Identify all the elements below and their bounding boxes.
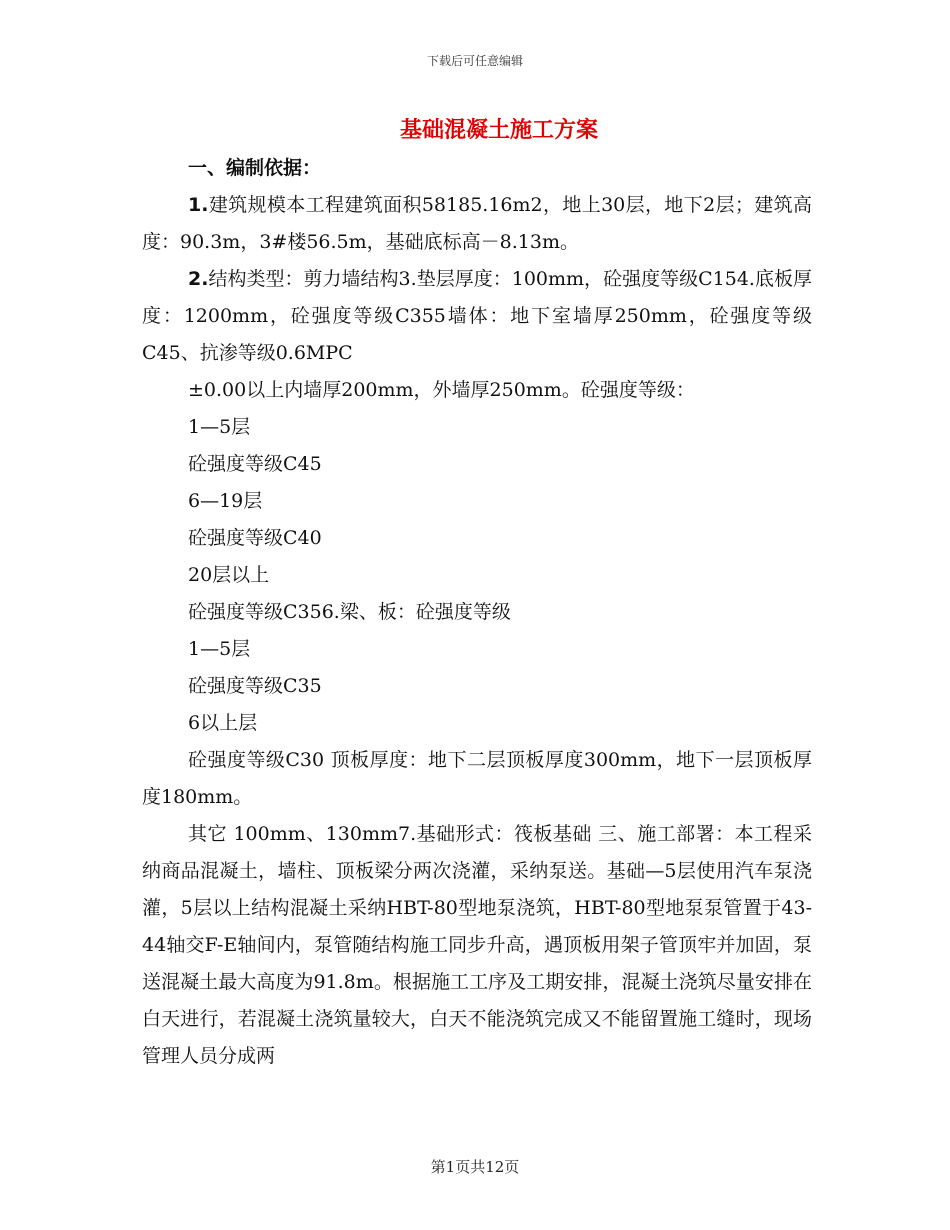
text-line: 6以上层 (188, 712, 258, 734)
paragraph-text: 建筑规模本工程建筑面积58185.16m2，地上30层，地下2层；建筑高度：90.3m，3#楼56.5m，基础底标高－8.13m。 (142, 194, 812, 253)
page-footer: 第1页共12页 (430, 1158, 520, 1176)
paragraph-2 (142, 261, 812, 372)
paragraph-1 (142, 187, 812, 261)
paragraph-3: 砼强度等级C30 顶板厚度：地下二层顶板厚度300mm，地下一层顶板厚度180mm。 (142, 749, 812, 808)
text-line: 砼强度等级C35 (188, 675, 322, 697)
text-line: 砼强度等级C356.梁、板：砼强度等级 (188, 601, 511, 623)
text-line: 砼强度等级C40 (188, 527, 322, 549)
text-line: 20层以上 (188, 564, 270, 586)
text-line: 6—19层 (188, 490, 263, 512)
paragraph-number: 1. (188, 194, 209, 216)
text-line: ±0.00以上内墙厚200mm，外墙厚250mm。砼强度等级： (188, 379, 695, 401)
text-line: 1—5层 (188, 638, 251, 660)
paragraph-text: 结构类型：剪力墙结构3.垫层厚度：100mm，砼强度等级C154.底板厚度：1200mm，砼强度等级C355墙体：地下室墙厚250mm，砼强度等级C45、抗渗等级0.6MPC (142, 268, 812, 364)
section-heading: 一、编制依据： (188, 157, 322, 179)
paragraph-number: 2. (188, 268, 209, 290)
document-body (142, 187, 812, 1075)
text-line: 砼强度等级C45 (188, 453, 322, 475)
paragraph-4: 其它 100mm、130mm7.基础形式：筏板基础 三、施工部署：本工程采纳商品混凝土，墙柱、顶板梁分两次浇灌，采纳泵送。基础—5层使用汽车泵浇灌，5层以上结构混凝土采纳HBT-80型地泵浇筑，HBT-80型地泵泵管置于43-44轴交F-E轴间内，泵管随结构施工同步升高，遇顶板用架子管顶牢并加固，泵送混凝土最大高度为91.8m。根据施工工序及工期安排，混凝土浇筑尽量安排在白天进行，若混凝土浇筑量较大，白天不能浇筑完成又不能留置施工缝时，现场管理人员分成两 (142, 823, 812, 1067)
document-title: 基础混凝土施工方案 (399, 118, 598, 143)
text-line: 1—5层 (188, 416, 251, 438)
header-note: 下载后可任意编辑 (426, 54, 523, 68)
